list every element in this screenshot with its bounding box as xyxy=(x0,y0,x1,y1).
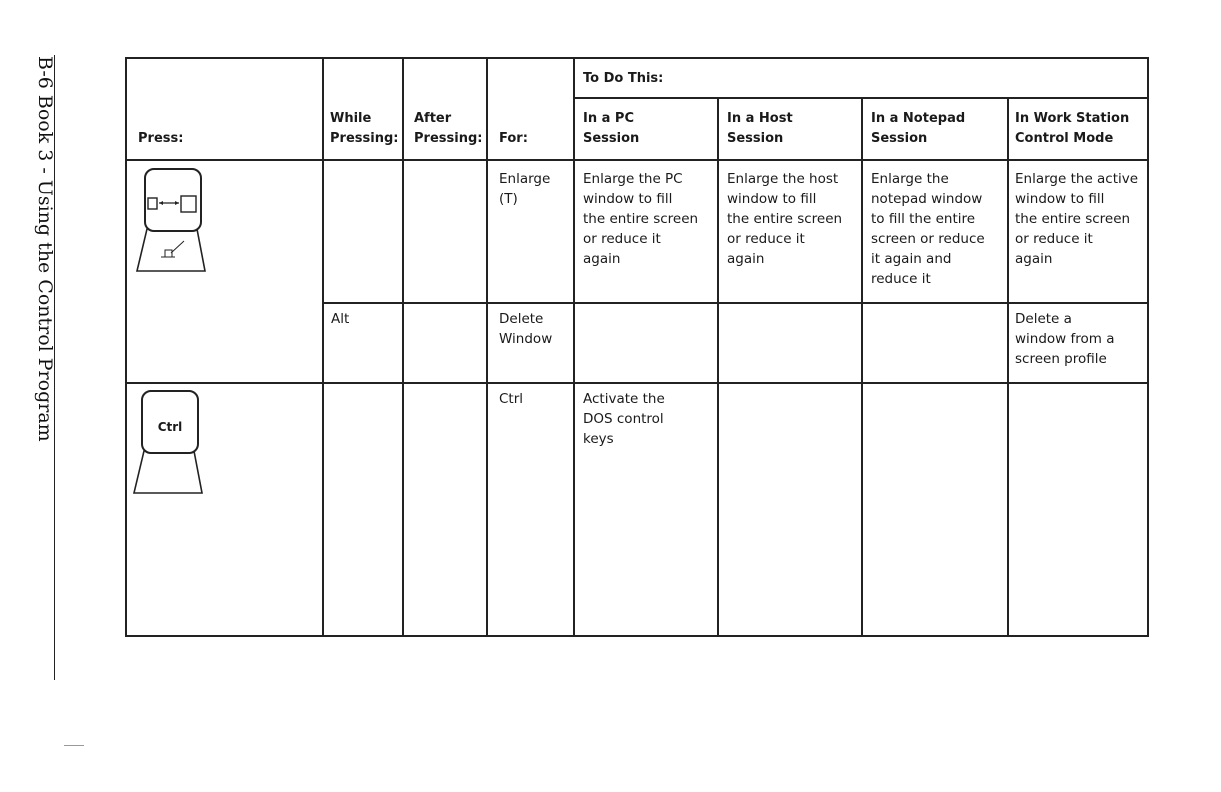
header-host-session: In a Host Session xyxy=(727,111,793,146)
row1-ws-action: Enlarge the active window to fill the entire screen or reduce it again xyxy=(1015,171,1139,267)
header-press: Press: xyxy=(138,131,184,146)
col-divider xyxy=(322,59,324,637)
row1-pc-action: Enlarge the PC window to fill the entire screen or reduce it again xyxy=(583,171,699,267)
header-while-pressing: While Pressing: xyxy=(330,111,399,146)
row-divider xyxy=(324,302,1149,304)
row1-host-action: Enlarge the host window to fill the entire screen or reduce it again xyxy=(727,171,843,267)
header-pc-session: In a PC Session xyxy=(583,111,640,146)
row-divider xyxy=(127,159,1149,161)
header-to-do-this: To Do This: xyxy=(583,71,664,86)
enlarge-key-icon xyxy=(135,167,210,275)
col-divider xyxy=(402,59,404,637)
col-divider xyxy=(1007,98,1009,637)
col-divider xyxy=(717,98,719,637)
ctrl-key-label: Ctrl xyxy=(157,420,183,434)
row2-ws-action: Delete a window from a screen profile xyxy=(1015,311,1115,367)
row1-notepad-action: Enlarge the notepad window to fill the entire screen or reduce it again and reduce it xyxy=(871,171,985,287)
row-divider xyxy=(575,97,1149,99)
row3-for: Ctrl xyxy=(499,391,524,407)
page-mark xyxy=(64,745,84,746)
row2-for: Delete Window xyxy=(499,311,553,347)
col-divider xyxy=(573,59,575,637)
header-work-station-mode: In Work Station Control Mode xyxy=(1015,111,1130,146)
header-notepad-session: In a Notepad Session xyxy=(871,111,966,146)
header-for: For: xyxy=(499,131,528,146)
key-function-table xyxy=(125,57,1149,637)
ctrl-key-icon xyxy=(132,389,210,497)
row2-while-pressing: Alt xyxy=(331,311,350,327)
row-divider xyxy=(127,382,1149,384)
row3-pc-action: Activate the DOS control keys xyxy=(583,391,665,447)
page-side-title: B-6 Book 3 - Using the Control Program xyxy=(34,56,56,442)
row1-for: Enlarge (T) xyxy=(499,171,551,207)
col-divider xyxy=(486,59,488,637)
col-divider xyxy=(861,98,863,637)
header-after-pressing: After Pressing: xyxy=(414,111,483,146)
